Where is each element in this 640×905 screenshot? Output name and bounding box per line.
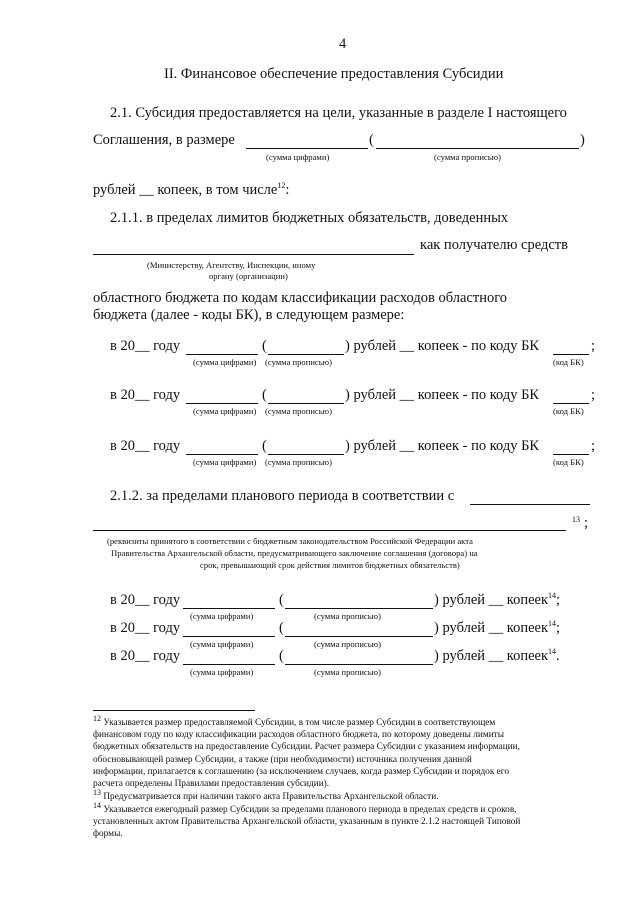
p211-line4: бюджета (далее - коды БК), в следующем размере:: [93, 307, 405, 323]
bk-code-field[interactable]: [553, 354, 589, 355]
footnote-14: $^{14}$ Указывается ежегодный размер Субсидии за пределами планового периода в пределах средств и сроков, установленных актом Правительства Архангельской области, указанным в пункте 2.1.2 настоящей Типовой формы.: [93, 800, 521, 840]
p211-line1: 2.1.1. в пределах лимитов бюджетных обязательств, доведенных: [110, 210, 509, 226]
caption-act-2: Правительства Архангельской области, предусматривающего заключение соглашения (договора) на: [111, 548, 478, 558]
year-amount-words-field[interactable]: [268, 403, 344, 404]
p212-line1: 2.1.2. за пределами планового периода в соответствии с: [110, 488, 455, 504]
p21-line1: 2.1. Субсидия предоставляется на цели, указанные в разделе I настоящего: [110, 105, 567, 121]
year-amount-words-field[interactable]: [268, 354, 344, 355]
caption-ministry-2: органу (организации): [209, 271, 288, 281]
p211-line3: областного бюджета по кодам классификации расходов областного: [93, 290, 508, 306]
caption-digits: (сумма цифрами): [266, 152, 330, 162]
footnote-13: $^{13}$ Предусматривается при наличии такого акта Правительства Архангельской области.: [93, 787, 439, 802]
p21-paren-open: (: [369, 132, 374, 148]
year-amount-digits-field[interactable]: [183, 608, 275, 609]
bk-code-field[interactable]: [553, 403, 589, 404]
year-amount-digits-field[interactable]: [183, 664, 275, 665]
amount-digits-field[interactable]: [246, 148, 368, 149]
act-details-field-2[interactable]: [93, 530, 566, 531]
caption-act-3: срок, превышающий срок действия лимитов бюджетных обязательств): [200, 560, 460, 570]
year-amount-words-field[interactable]: [268, 454, 344, 455]
year-amount-digits-field[interactable]: [186, 454, 258, 455]
act-details-field-1[interactable]: [470, 504, 590, 505]
year-amount-words-field[interactable]: [285, 608, 433, 609]
year-amount-digits-field[interactable]: [186, 354, 258, 355]
p212-end: ;: [584, 515, 589, 531]
p212-sup: 13: [572, 515, 580, 524]
year-amount-digits-field[interactable]: [186, 403, 258, 404]
caption-words: (сумма прописью): [434, 152, 501, 162]
amount-words-field[interactable]: [376, 148, 579, 149]
footnote-separator: [93, 710, 255, 711]
year-amount-digits-field[interactable]: [183, 636, 275, 637]
ministry-field[interactable]: [93, 254, 414, 255]
page-number: 4: [339, 36, 347, 52]
p21-line2-prefix: Соглашения, в размере: [93, 132, 235, 148]
year-amount-words-field[interactable]: [285, 664, 433, 665]
p21-paren-close: ): [580, 132, 585, 148]
footnote-12: $^{12}$ Указывается размер предоставляемой Субсидии, в том числе размер Субсидии в соответствующем финансовом году по коду классификации расходов областного бюджета, по которому доведены лимиты бюджетных обязательств на предоставление Субсидии. Расчет размера Субсидии с указанием информации, обосновывающей размер Субсидии, а также (при необходимости) источника получения данной информации, прилагается к соглашению (за исключением случаев, когда размер Субсидии и порядок его расчета определены Правилами предоставления субсидии).: [93, 713, 520, 790]
bk-code-field[interactable]: [553, 454, 589, 455]
caption-ministry-1: (Министерству, Агентству, Инспекции, иному: [147, 260, 316, 270]
section-title: II. Финансовое обеспечение предоставления Субсидии: [164, 66, 504, 82]
year-amount-words-field[interactable]: [285, 636, 433, 637]
p211-line2-suffix: как получателю средств: [420, 237, 568, 253]
caption-act-1: (реквизиты принятого в соответствии с бюджетным законодательством Российской Федерации акта: [107, 536, 473, 546]
p21-line3: рублей __ копеек, в том числе$^{12}$:: [93, 181, 290, 198]
